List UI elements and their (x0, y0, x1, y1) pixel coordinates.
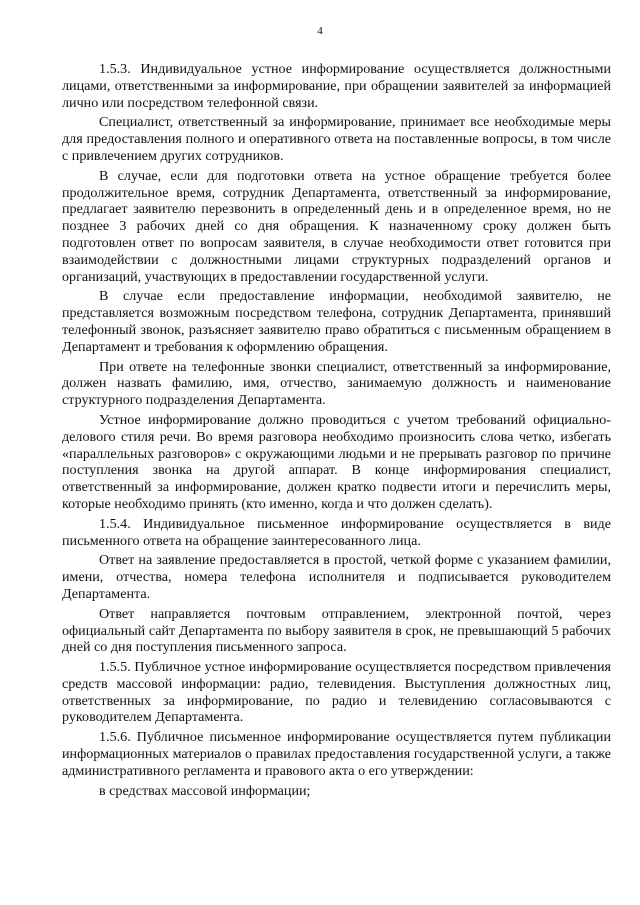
paragraph-specialist-measures: Специалист, ответственный за информирование, принимает все необходимые меры для предоставления полного и оперативного ответа на поставленные вопросы, в том числе с привлечением других сотрудников. (62, 114, 611, 164)
document-body (62, 61, 611, 802)
paragraph-1-5-5: 1.5.5. Публичное устное информирование осуществляется посредством привлечения средств массовой информации: радио, телевидения. Выступления должностных лиц, ответственных за информирование, по радио и телевидению согласовываются с руководителем Департамента. (62, 659, 611, 726)
paragraph-1-5-6: 1.5.6. Публичное письменное информирование осуществляется путем публикации информационных материалов о правилах предоставления государственной услуги, а также административного регламента и правового акта о его утверждении: (62, 729, 611, 779)
paragraph-answer-delivery: Ответ направляется почтовым отправлением, электронной почтой, через официальный сайт Департамента по выбору заявителя в срок, не превышающий 5 рабочих дней со дня поступления письменного запроса. (62, 605, 611, 656)
page-number: 4 (317, 25, 323, 37)
paragraph-mass-media: в средствах массовой информации; (99, 782, 311, 799)
paragraph-callback-time: В случае, если для подготовки ответа на устное обращение требуется более продолжительное время, сотрудник Департамента, ответственный за информирование, предлагает заявителю перезвонить в определенный день и в определенное время, но не позднее 3 рабочих дней со дня обращения. К назначенному сроку должен быть подготовлен ответ по вопросам заявителя, в случае необходимости ответ готовится при взаимодействии с должностными лицами структурных подразделений органов и организаций, участвующих в предоставлении государственной услуги. (62, 167, 611, 285)
paragraph-1-5-4: 1.5.4. Индивидуальное письменное информирование осуществляется в виде письменного ответа на обращение заинтересованного лица. (62, 515, 611, 549)
paragraph-phone-answer: При ответе на телефонные звонки специалист, ответственный за информирование, должен назвать фамилию, имя, отчество, занимаемую должность и наименование структурного подразделения Департамента. (62, 358, 611, 409)
paragraph-oral-style: Устное информирование должно проводиться с учетом требований официально-делового стиля речи. Во время разговора необходимо произносить слова четко, избегать «параллельных разговоров» с окружающими людьми и не прерывать разговор по причине поступления звонка на другой аппарат. В конце информирования специалист, ответственный за информирование, должен кратко подвести итоги и перечислить меры, которые необходимо принять (кто именно, когда и что должен сделать). (62, 411, 611, 512)
paragraph-1-5-3: 1.5.3. Индивидуальное устное информирование осуществляется должностными лицами, ответственными за информирование, при обращении заявителей за информацией лично или посредством телефонной связи. (62, 61, 611, 111)
paragraph-answer-form: Ответ на заявление предоставляется в простой, четкой форме с указанием фамилии, имени, отчества, номера телефона исполнителя и подписывается руководителем Департамента. (62, 552, 611, 602)
paragraph-written-request-right: В случае если предоставление информации, необходимой заявителю, не представляется возможным посредством телефона, сотрудник Департамента, принявший телефонный звонок, разъясняет заявителю право обратиться с письменным обращением в Департамент и требования к оформлению обращения. (62, 288, 611, 355)
